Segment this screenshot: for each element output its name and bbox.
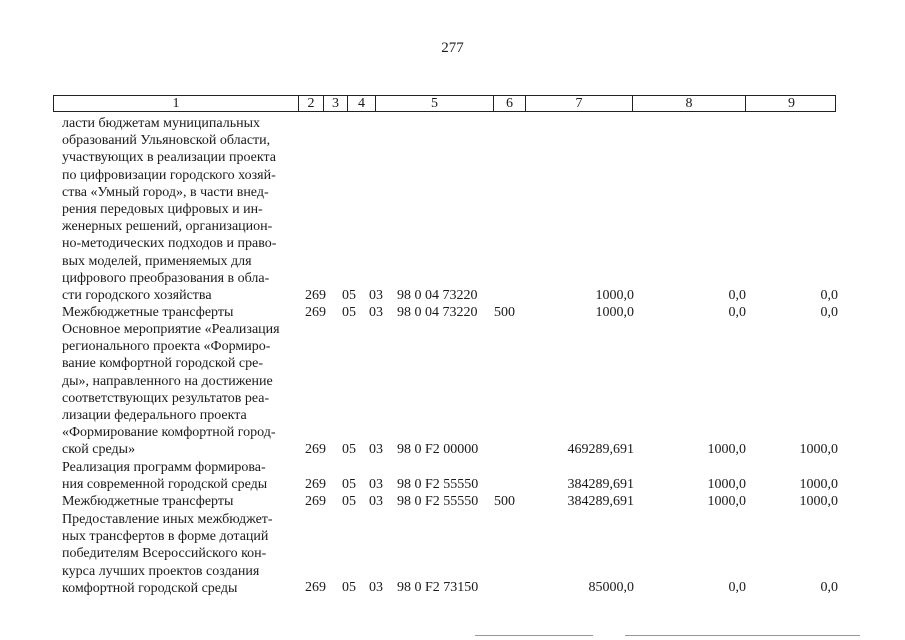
row-col-5: 98 0 04 73220 [397, 305, 478, 320]
row-col-4: 03 [369, 288, 383, 303]
row-col-7: 1000,0 [595, 305, 634, 320]
row-col-4: 03 [369, 580, 383, 595]
row-col-8: 0,0 [728, 305, 746, 320]
row-description: Межбюджетные трансферты [62, 494, 234, 509]
scan-artifact-line [475, 635, 593, 636]
row-col-2: 269 [305, 305, 326, 320]
row-col-4: 03 [369, 305, 383, 320]
header-col-4: 4 [348, 96, 376, 111]
row-col-6: 500 [494, 305, 515, 320]
row-col-9: 1000,0 [799, 477, 838, 492]
row-col-3: 05 [342, 305, 356, 320]
row-col-5: 98 0 04 73220 [397, 288, 478, 303]
header-col-2: 2 [299, 96, 324, 111]
row-col-7: 384289,691 [567, 477, 634, 492]
row-col-3: 05 [342, 494, 356, 509]
row-col-5: 98 0 F2 55550 [397, 477, 479, 492]
row-col-3: 05 [342, 288, 356, 303]
row-col-9: 0,0 [820, 580, 838, 595]
row-col-8: 1000,0 [707, 494, 746, 509]
row-col-2: 269 [305, 442, 326, 457]
row-col-2: 269 [305, 494, 326, 509]
row-col-4: 03 [369, 477, 383, 492]
row-col-5: 98 0 F2 55550 [397, 494, 479, 509]
row-col-7: 384289,691 [567, 494, 634, 509]
page-number: 277 [441, 40, 464, 56]
row-col-7: 1000,0 [595, 288, 634, 303]
row-col-3: 05 [342, 477, 356, 492]
row-col-5: 98 0 F2 73150 [397, 580, 479, 595]
row-col-2: 269 [305, 288, 326, 303]
row-col-5: 98 0 F2 00000 [397, 442, 479, 457]
row-col-2: 269 [305, 477, 326, 492]
row-description: ласти бюджетам муниципальных образований Ульяновской области, участвующих в реализации проекта по цифровизации городского хозяй- ства «Умный город», в части внед- рения передовых цифровых и ин- женерных решений, организацион- но-методических подходов и право- вых моделей, применяемых для цифрового преобразования в обла- сти городского хозяйства [62, 116, 277, 304]
row-col-3: 05 [342, 442, 356, 457]
row-col-9: 1000,0 [799, 442, 838, 457]
row-col-4: 03 [369, 442, 383, 457]
scan-artifact-line [625, 635, 860, 636]
row-description: Реализация программ формирова- ния современной городской среды [62, 460, 268, 493]
row-col-9: 1000,0 [799, 494, 838, 509]
header-col-8: 8 [633, 96, 746, 111]
row-col-8: 1000,0 [707, 442, 746, 457]
row-description: Основное мероприятие «Реализация регионального проекта «Формиро- вание комфортной городской сре- ды», направленного на достижение соответствующих результатов реа- лизации федерального проекта «Формирование комфортной город- ской среды» [62, 322, 280, 458]
header-col-3: 3 [324, 96, 348, 111]
header-col-9: 9 [788, 96, 795, 111]
row-col-8: 0,0 [728, 288, 746, 303]
header-col-1: 1 [54, 96, 299, 111]
row-col-7: 469289,691 [567, 442, 634, 457]
row-col-4: 03 [369, 494, 383, 509]
header-col-7: 7 [526, 96, 633, 111]
row-col-8: 1000,0 [707, 477, 746, 492]
row-col-7: 85000,0 [588, 580, 634, 595]
row-col-8: 0,0 [728, 580, 746, 595]
header-col-6: 6 [494, 96, 526, 111]
row-description: Межбюджетные трансферты [62, 305, 234, 320]
row-col-9: 0,0 [820, 305, 838, 320]
header-col-5: 5 [376, 96, 494, 111]
row-col-6: 500 [494, 494, 515, 509]
row-col-3: 05 [342, 580, 356, 595]
row-col-2: 269 [305, 580, 326, 595]
row-col-9: 0,0 [820, 288, 838, 303]
row-description: Предоставление иных межбюджет- ных трансфертов в форме дотаций победителям Всероссийского кон- курса лучших проектов создания комфортной городской среды [62, 512, 273, 596]
